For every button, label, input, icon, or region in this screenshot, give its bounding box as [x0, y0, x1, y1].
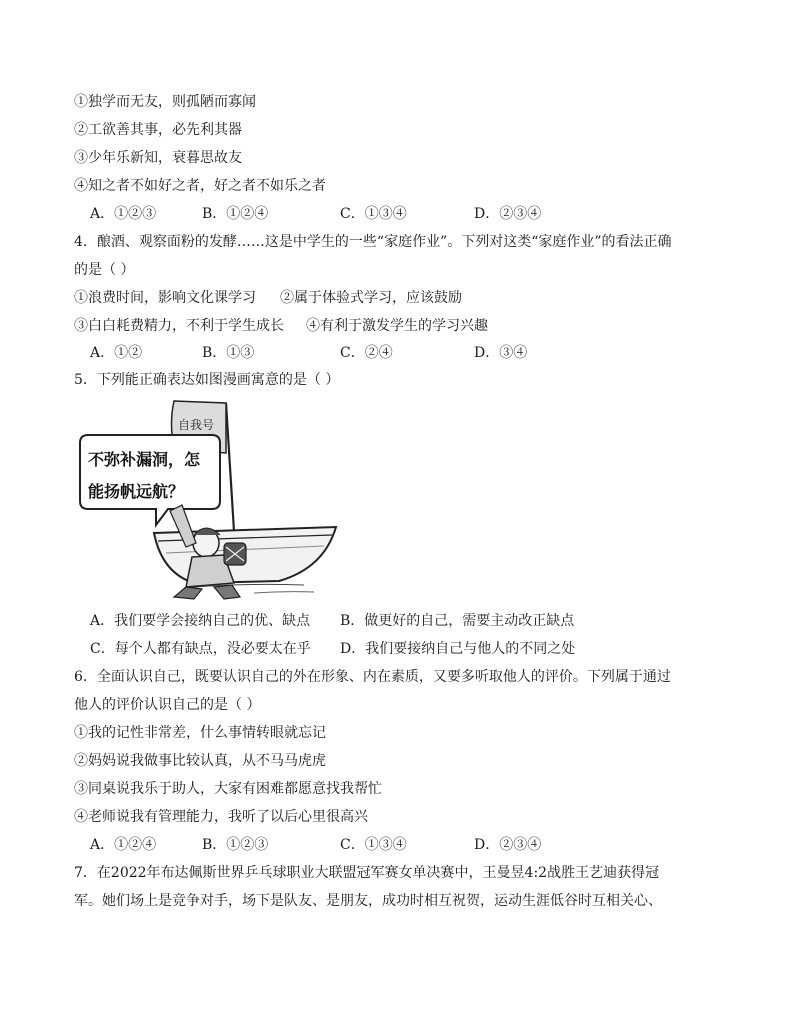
q3-option-c: C．①③④	[340, 206, 407, 222]
q6-item-3: ③同桌说我乐于助人，大家有困难都愿意找我帮忙	[74, 781, 382, 797]
bubble-text-line1: 不弥补漏洞，怎	[88, 450, 201, 469]
q5-option-a: A．我们要学会接纳自己的优、缺点	[90, 613, 311, 629]
q6-stem-line1: 6．全面认识自己，既要认识自己的外在形象、内在素质，又要多听取他人的评价。下列属于通过	[74, 669, 671, 685]
q4-item-3: ③白白耗费精力，不利于学生成长	[74, 318, 284, 334]
q4-items-row1	[74, 288, 462, 308]
q3-item-3: ③少年乐新知，衰暮思故友	[74, 150, 242, 166]
q6-stem-line2: 他人的评价认识自己的是（ ）	[74, 697, 261, 713]
flag-text: 自我号	[178, 418, 215, 432]
q4-item-4: ④有利于激发学生的学习兴趣	[306, 318, 488, 334]
q6-item-2: ②妈妈说我做事比较认真，从不马马虎虎	[74, 753, 326, 769]
q6-option-a: A．①②④	[90, 837, 157, 853]
q3-item-2: ②工欲善其事，必先利其器	[74, 122, 242, 138]
q5-stem: 5．下列能正确表达如图漫画寓意的是（ ）	[74, 372, 340, 388]
q7-stem-line2: 军。她们场上是竞争对手，场下是队友、是朋友，成功时相互祝贺，运动生涯低谷时互相关心、	[74, 893, 662, 909]
q4-items-row2	[74, 316, 488, 336]
person-leg	[174, 587, 202, 599]
q4-item-1: ①浪费时间，影响文化课学习	[74, 290, 256, 306]
q4-item-2: ②属于体验式学习，应该鼓励	[280, 290, 462, 306]
q6-item-1: ①我的记性非常差，什么事情转眼就忘记	[74, 725, 326, 741]
q4-option-d: D．③④	[474, 345, 528, 361]
person-leg-2	[214, 585, 240, 599]
q5-cartoon-image	[74, 393, 340, 605]
q5-option-c: C．每个人都有缺点，没必要太在乎	[90, 641, 311, 657]
q6-option-c: C．①③④	[340, 837, 407, 853]
q5-option-b: B．做更好的自己，需要主动改正缺点	[340, 613, 575, 629]
q4-stem-line1: 4．酿酒、观察面粉的发酵……这是中学生的一些“家庭作业”。下列对这类“家庭作业”的看法正确	[74, 234, 672, 250]
q6-item-4: ④老师说我有管理能力，我听了以后心里很高兴	[74, 809, 368, 825]
bubble-text-line2: 能扬帆远航？	[88, 482, 185, 501]
q5-option-d: D．我们要接纳自己与他人的不同之处	[340, 641, 576, 657]
boat-mast	[226, 403, 234, 531]
water-line-2	[254, 592, 314, 593]
q4-option-c: C．②④	[340, 345, 393, 361]
q3-item-1: ①独学而无友，则孤陋而寡闻	[74, 94, 256, 110]
q3-option-d: D．②③④	[474, 206, 542, 222]
q7-stem-line1: 7．在2022年布达佩斯世界乒乓球职业大联盟冠军赛女单决赛中，王曼昱4:2战胜王艺迪获得冠	[74, 865, 660, 881]
q3-option-b: B．①②④	[202, 206, 269, 222]
q4-option-b: B．①③	[202, 345, 255, 361]
q3-option-a: A．①②③	[90, 206, 157, 222]
q6-option-b: B．①②③	[202, 837, 269, 853]
q4-option-a: A．①②	[90, 345, 143, 361]
q6-option-d: D．②③④	[474, 837, 542, 853]
person-hair	[194, 528, 220, 535]
q4-stem-line2: 的是（ ）	[74, 262, 135, 278]
q3-item-4: ④知之者不如好之者，好之者不如乐之者	[74, 178, 326, 194]
speech-bubble	[80, 435, 220, 525]
